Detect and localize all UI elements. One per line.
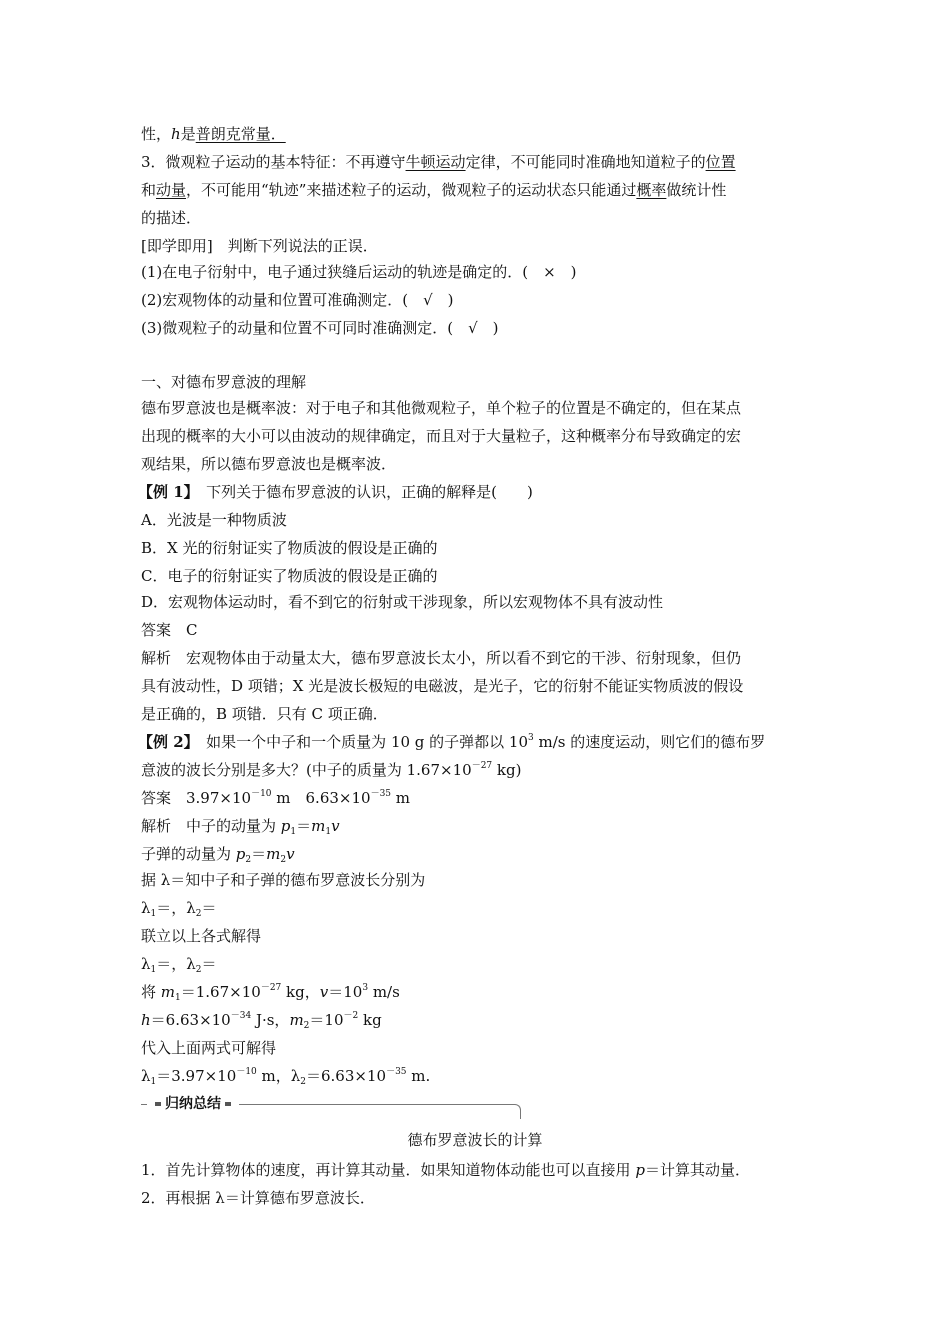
analysis-2-line-3: 据 λ＝知中子和子弹的德布罗意波长分别为 <box>141 871 426 889</box>
option-d: D．宏观物体运动时，看不到它的衍射或干涉现象，所以宏观物体不具有波动性 <box>141 593 664 611</box>
dash-icon <box>225 1102 231 1106</box>
dash-icon <box>155 1102 161 1106</box>
judge-item-1: (1)在电子衍射中，电子通过狭缝后运动的轨迹是确定的．( × ) <box>141 263 577 281</box>
paragraph-line-1: 德布罗意波也是概率波：对于电子和其他微观粒子，单个粒子的位置是不确定的，但在某点 <box>141 399 742 417</box>
analysis-2-line-8: $h=6.63\times 10^{-34}$ J·s，$m_2=10^{-2}$ kg <box>141 1011 382 1031</box>
analysis-2-line-9: 代入上面两式可解得 <box>141 1039 277 1057</box>
example-2-line-2: 意波的波长分别是多大？(中子的质量为 $1.67\times 10^{-27}$ kg) <box>141 761 522 779</box>
example-1: 【例 1】 下列关于德布罗意波的认识，正确的解释是( ) <box>138 483 533 501</box>
line-1: 性，h是普朗克常量． <box>141 125 286 143</box>
analysis-2-line-2: 子弹的动量为 $p_2=m_2v$ <box>141 845 295 865</box>
section-heading: 一、对德布罗意波的理解 <box>141 373 307 391</box>
option-c: C．电子的衍射证实了物质波的假设是正确的 <box>141 567 438 585</box>
analysis-2-line-4: $\lambda_1=$，$\lambda_2=$ <box>141 899 217 919</box>
summary-tag: 归纳总结 <box>147 1096 239 1112</box>
option-a: A．光波是一种物质波 <box>141 511 287 529</box>
analysis-2-line-7: 将 $m_1=1.67\times 10^{-27}$ kg，$v=10^3$ m/s <box>141 983 400 1003</box>
summary-point-1: 1．首先计算物体的速度，再计算其动量．如果知道物体动能也可以直接用 p＝计算其动量． <box>141 1161 750 1179</box>
summary-title: 德布罗意波长的计算 <box>407 1131 543 1149</box>
quick-practice-heading: [即学即用] 判断下列说法的正误． <box>141 237 378 255</box>
analysis-line-3: 是正确的，B 项错．只有 C 项正确． <box>141 705 388 723</box>
answer-1: 答案 C <box>141 621 198 639</box>
analysis-line-2: 具有波动性，D 项错；X 光是波长极短的电磁波，是光子，它的衍射不能证实物质波的假设 <box>141 677 744 695</box>
line-2: 3．微观粒子运动的基本特征：不再遵守牛顿运动定律，不可能同时准确地知道粒子的位置 <box>141 153 736 171</box>
paragraph-line-2: 出现的概率的大小可以由波动的规律确定，而且对于大量粒子，这种概率分布导致确定的宏 <box>141 427 742 445</box>
line-3: 和动量，不可能用“轨迹”来描述粒子的运动，微观粒子的运动状态只能通过概率做统计性 <box>141 181 727 199</box>
summary-box <box>141 1096 521 1124</box>
answer-2: 答案 $3.97\times 10^{-10}$ m $6.63\times 10^{-35}$ m <box>141 789 411 807</box>
judge-item-2: (2)宏观物体的动量和位置可准确测定．( √ ) <box>141 291 454 309</box>
analysis-2-line-6: $\lambda_1=$，$\lambda_2=$ <box>141 955 217 975</box>
analysis-2-line-1: 解析 中子的动量为 $p_1=m_1v$ <box>141 817 340 837</box>
line-4: 的描述． <box>141 209 202 227</box>
analysis-line-1: 解析 宏观物体由于动量太大，德布罗意波长太小，所以看不到它的干涉、衍射现象，但仍 <box>141 649 742 667</box>
option-b: B．X 光的衍射证实了物质波的假设是正确的 <box>141 539 438 557</box>
analysis-2-line-5: 联立以上各式解得 <box>141 927 262 945</box>
analysis-2-line-10: $\lambda_1=3.97\times 10^{-10}$ m，$\lambda_2=6.63\times 10^{-35}$ m. <box>141 1067 431 1087</box>
judge-item-3: (3)微观粒子的动量和位置不可同时准确测定．( √ ) <box>141 319 499 337</box>
paragraph-line-3: 观结果，所以德布罗意波也是概率波． <box>141 455 397 473</box>
example-2: 【例 2】 如果一个中子和一个质量为 10 g 的子弹都以 $10^3$ m/s 的速度运动，则它们的德布罗 <box>138 733 766 751</box>
summary-point-2: 2．再根据 λ＝计算德布罗意波长． <box>141 1189 375 1207</box>
